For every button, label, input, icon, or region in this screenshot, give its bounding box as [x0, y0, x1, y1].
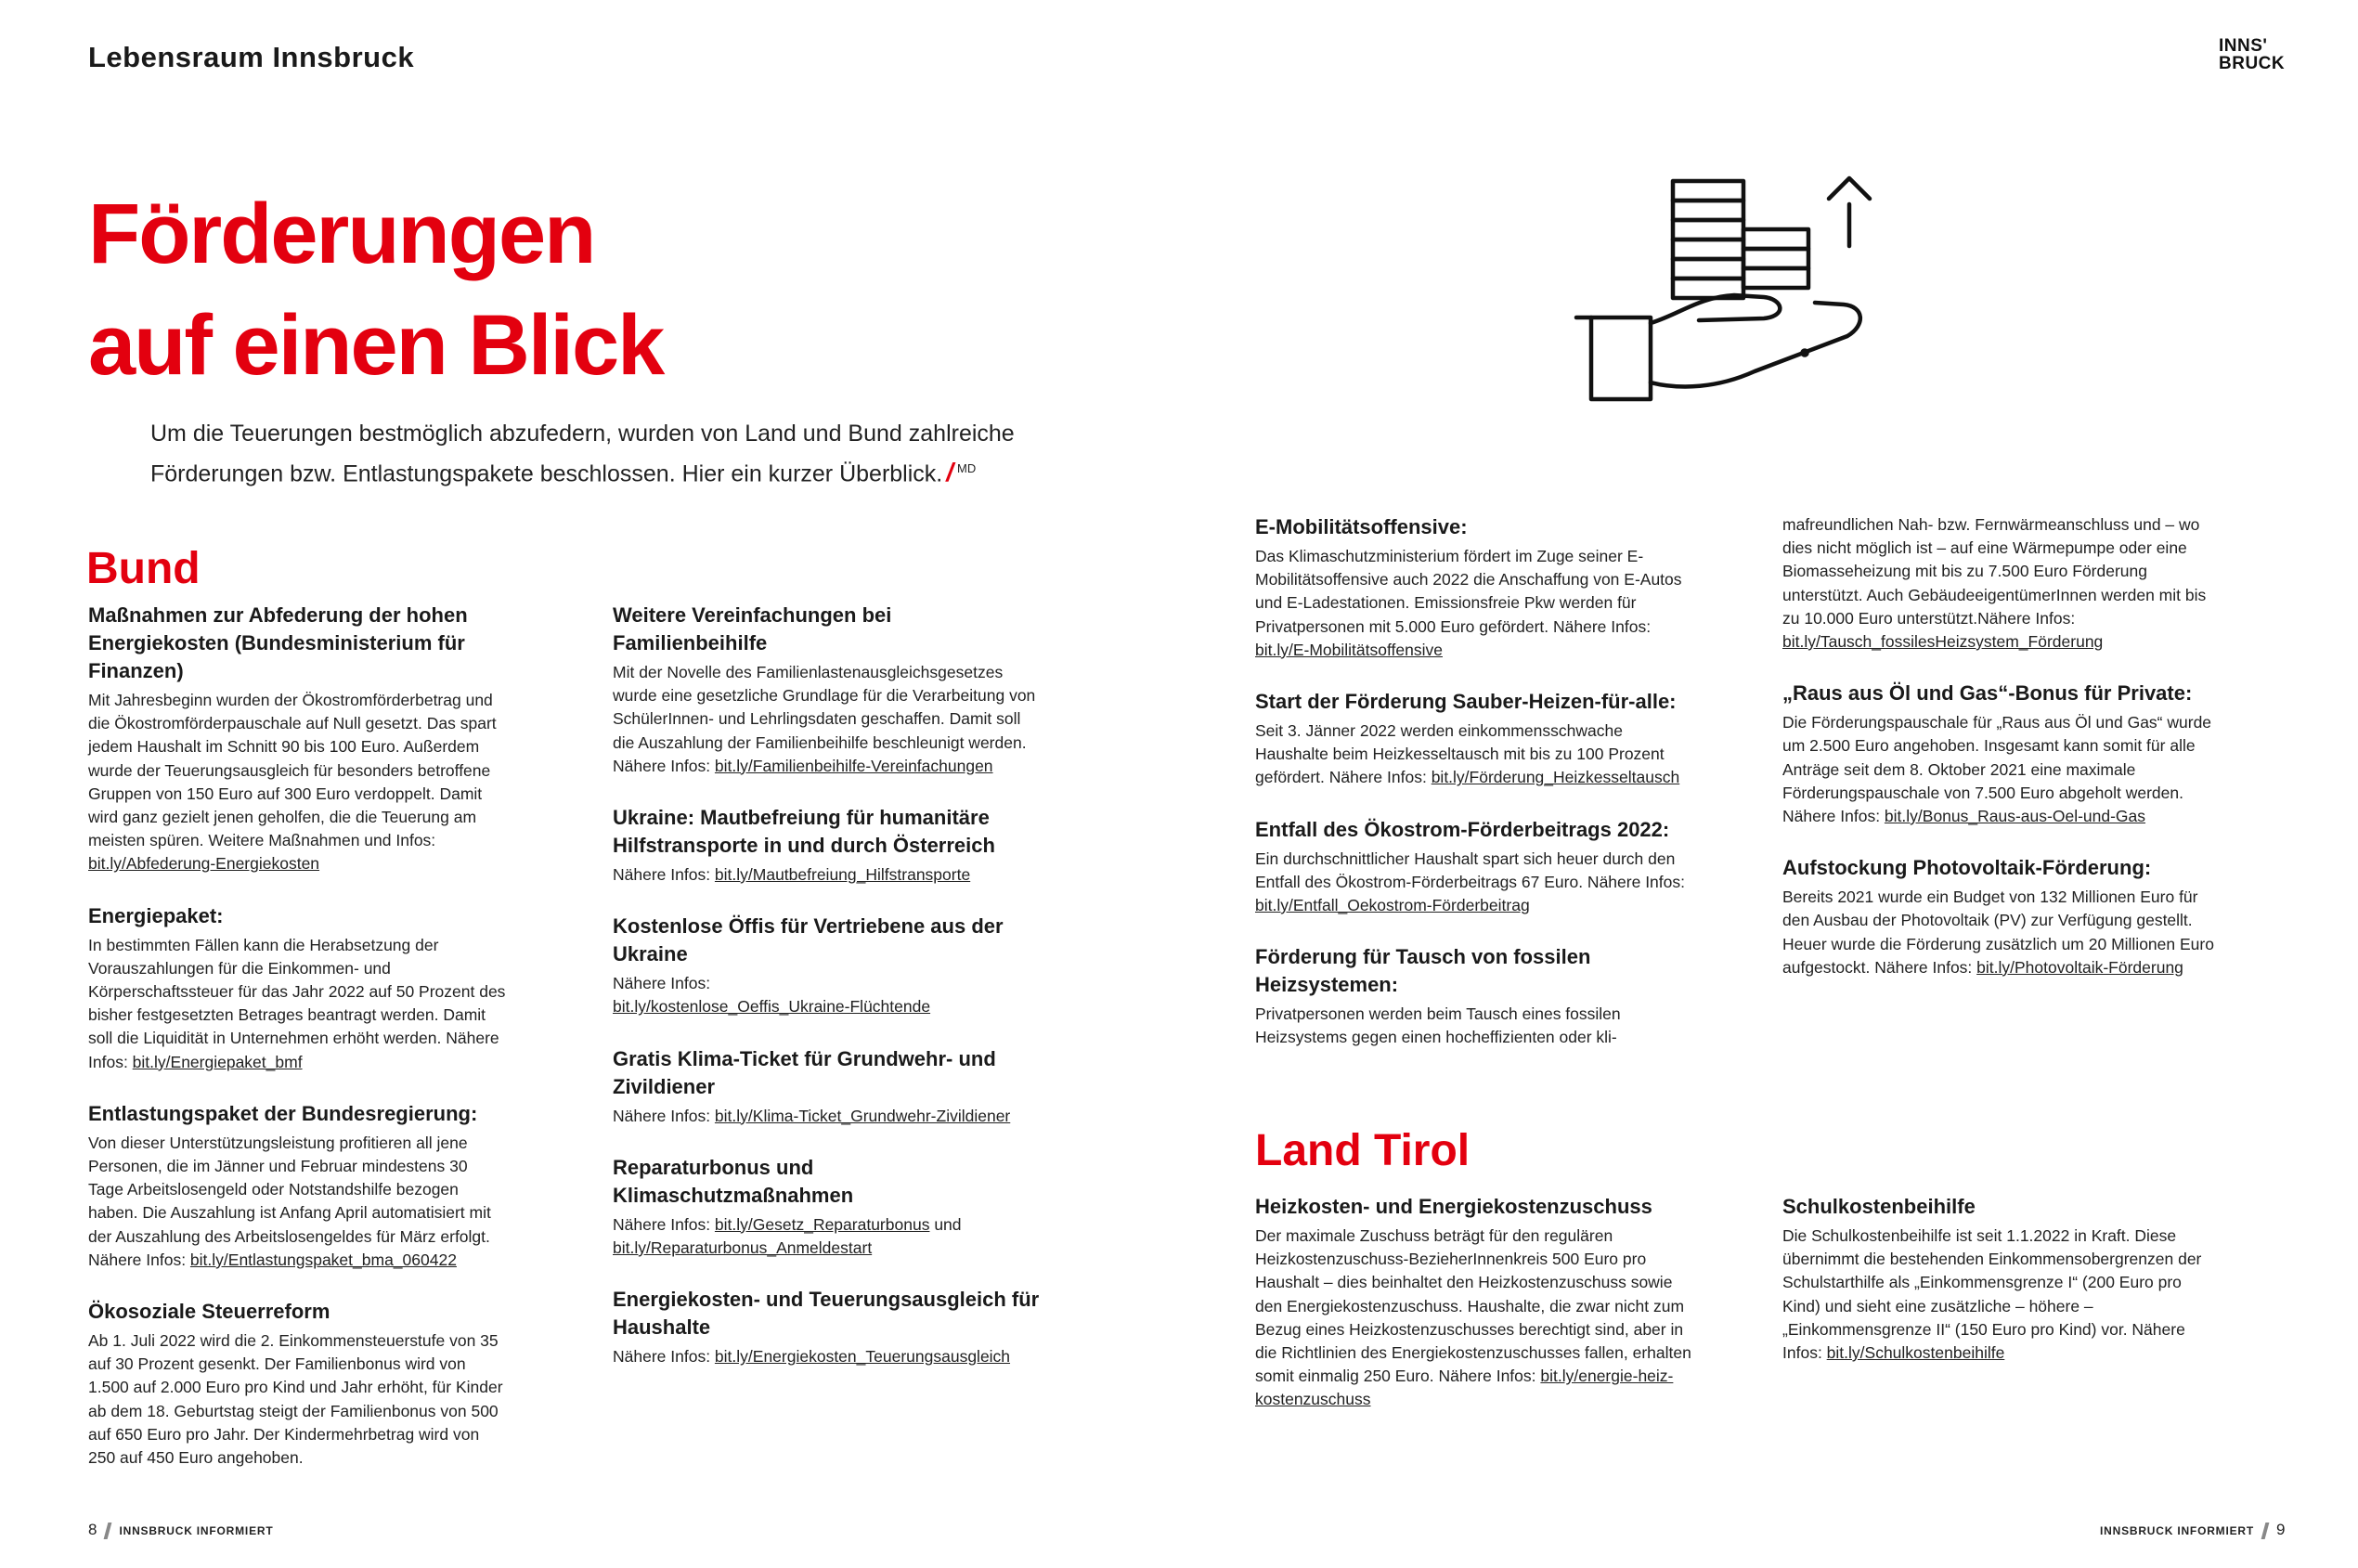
- page-title: Förderungen auf einen Blick: [88, 187, 664, 393]
- article-energiepaket: Energiepaket: In bestimmten Fällen kann die Herabsetzung der Vorauszahlungen für die Einkommen- und Körperschaftssteuer für das Jahr 2022 auf 50 Prozent des bisher festgesetzten Betrages beantragt werden. Damit soll die Liquidität in Unternehmen erhöht werden. Nähere Infos: bit.ly/Energiepaket_bmf: [88, 903, 506, 1071]
- link-mautbefreiung[interactable]: bit.ly/Mautbefreiung_Hilfstransporte: [714, 865, 971, 885]
- link-photovoltaik[interactable]: bit.ly/Photovoltaik-Förderung: [1976, 957, 2183, 977]
- link-schulkostenbeihilfe[interactable]: bit.ly/Schulkostenbeihilfe: [1826, 1343, 2005, 1363]
- link-reparaturbonus-gesetz[interactable]: bit.ly/Gesetz_Reparaturbonus: [714, 1214, 930, 1234]
- article-schulkostenbeihilfe: Schulkostenbeihilfe Die Schulkostenbeihilfe ist seit 1.1.2022 in Kraft. Diese übernimmt die bestehenden Einkommensobergrenzen der Schulstarthilfe als „Einkommensgrenze I“ (200 Euro pro Kind) und sieht eine zusätzliche – höhere – „Einkommensgrenze II“ (150 Euro pro Kind) vor. Nähere Infos: bit.ly/Schulkostenbeihilfe: [1782, 1195, 2202, 1363]
- article-fossile-heizsysteme: Förderung für Tausch von fossilen Heizsystemen: Privatpersonen werden beim Tausch eines fossilen Heizsystems gegen einen hocheffizienten oder kli-: [1255, 945, 1621, 1047]
- footer-slash: [2261, 1523, 2270, 1539]
- article-oeffis-ukraine: Kostenlose Öffis für Vertriebene aus der Ukraine Nähere Infos: bit.ly/kostenlose_Oeffis_Ukraine-Flüchtende: [613, 914, 1004, 1017]
- link-reparaturbonus-anmeldung[interactable]: bit.ly/Reparaturbonus_Anmeldestart: [613, 1238, 873, 1258]
- link-tausch-heizsystem[interactable]: bit.ly/Tausch_fossilesHeizsystem_Förderung: [1782, 632, 2104, 652]
- article-mautbefreiung: Ukraine: Mautbefreiung für humanitäre Hilfstransporte in und durch Österreich Nähere Infos: bit.ly/Mautbefreiung_Hilfstransporte: [613, 806, 995, 885]
- bund-column-1: [88, 602, 506, 1496]
- tirol-column-2: [1782, 1193, 2219, 1391]
- link-teuerungsausgleich[interactable]: bit.ly/Energiekosten_Teuerungsausgleich: [714, 1347, 1011, 1367]
- link-abfederung[interactable]: bit.ly/Abfederung-Energiekosten: [88, 854, 320, 874]
- link-klima-ticket[interactable]: bit.ly/Klima-Ticket_Grundwehr-Zivildiener: [714, 1106, 1011, 1125]
- section-tag: Lebensraum Innsbruck: [88, 41, 415, 73]
- bund-heading: Bund: [86, 544, 201, 593]
- article-fossile-heizsysteme-cont: mafreundlichen Nah- bzw. Fernwärmeanschluss und – wo dies nicht möglich ist – auf eine Wärmepumpe oder eine Biomasseheizung mit bis zu 7.500 Euro Förderung unterstützt. Auch GebäudeeigentümerInnen werden mit bis zu 10.000 Euro unterstützt.Nähere Infos: bit.ly/Tausch_fossilesHeizsystem_Förderung: [1782, 515, 2207, 652]
- article-photovoltaik: Aufstockung Photovoltaik-Förderung: Bereits 2021 wurde ein Budget von 132 Millionen Euro für den Ausbau der Photovoltaik (PV) zur Verfügung gestellt. Heuer wurde die Förderung zusätzlich um 20 Millionen Euro aufgestockt. Nähere Infos: bit.ly/Photovoltaik-Förderung: [1782, 856, 2214, 977]
- link-familienbeihilfe[interactable]: bit.ly/Familienbeihilfe-Vereinfachungen: [714, 756, 993, 775]
- article-oekostrom-entfall: Entfall des Ökostrom-Förderbeitrags 2022: Ein durchschnittlicher Haushalt spart sich heuer durch den Entfall des Ökostrom-Förderbeitrags 67 Euro. Nähere Infos: bit.ly/Entfall_Oekostrom-Förderbeitrag: [1255, 817, 1685, 915]
- article-raus-aus-oel: „Raus aus Öl und Gas“-Bonus für Private: Die Förderungspauschale für „Raus aus Öl und Gas“ wurde um 2.500 Euro angehoben. Insgesamt kann somit für alle Anträge seit dem 8. Oktober 2021 eine maximale Förderungspauschale von 7.500 Euro abgeholt werden. Nähere Infos: bit.ly/Bonus_Raus-aus-Oel-und-Gas: [1782, 681, 2212, 826]
- intro-text: Um die Teuerungen bestmöglich abzufedern, wurden von Land und Bund zahlreiche Förderungen bzw. Entlastungspakete beschlossen. Hier ein kurzer Überblick. / $^{MD}$: [150, 421, 1015, 487]
- article-reparaturbonus: Reparaturbonus und Klimaschutzmaßnahmen Nähere Infos: bit.ly/Gesetz_Reparaturbonus und bit.ly/Reparaturbonus_Anmeldestart: [613, 1155, 962, 1258]
- article-heizkostenzuschuss: Heizkosten- und Energiekostenzuschuss Der maximale Zuschuss beträgt für den regulären Heizkostenzuschuss-BezieherInnenkreis 500 Euro pro Haushalt – dies beinhaltet den Heizkostenzuschuss sowie den Energiekostenzuschuss. Haushalte, die zwar nicht zum Bezug eines Heizkostenzuschusses berechtigt sind, aber in die Richtlinien des Energiekostenzuschusses fallen, erhalten somit einmalig 250 Euro. Nähere Infos: bit.ly/energie-heiz-kostenzuschuss: [1255, 1195, 1691, 1409]
- link-energiepaket[interactable]: bit.ly/Energiepaket_bmf: [132, 1052, 303, 1071]
- article-entlastungspaket: Entlastungspaket der Bundesregierung: Von dieser Unterstützungsleistung profitieren all jene Personen, die im Jänner und Februar mindestens 30 Tage Arbeitslosengeld oder Notstandshilfe bezogen haben. Die Auszahlung ist Anfang April automatisiert mit der Auszahlung des Arbeitslosengeldes für März erfolgt. Nähere Infos: bit.ly/Entlastungspaket_bma_060422: [88, 1101, 491, 1269]
- author-initials: MD: [957, 461, 977, 475]
- innsbruck-logo: INNS' BRUCK: [2219, 36, 2286, 73]
- article-familienbeihilfe: Weitere Vereinfachungen bei Familienbeihilfe Mit der Novelle des Familienlastenausgleichsgesetzes wurde eine gesetzliche Grundlage für die Verarbeitung von SchülerInnen- und Lehrlingsdaten geschaffen. Damit soll die Auszahlung der Familienbeihilfe beschleunigt werden. Nähere Infos: bit.ly/Familienbeihilfe-Vereinfachungen: [613, 603, 1036, 775]
- footer-slash: [104, 1523, 112, 1539]
- coins-on-hand-growth-icon: [1569, 167, 1903, 408]
- link-raus-aus-oel[interactable]: bit.ly/Bonus_Raus-aus-Oel-und-Gas: [1884, 807, 2146, 826]
- tirol-heading: Land Tirol: [1255, 1126, 1471, 1175]
- footer-left: [88, 1521, 273, 1539]
- slash-mark: /: [946, 458, 954, 487]
- article-e-mobilitaet: E-Mobilitätsoffensive: Das Klimaschutzministerium fördert im Zuge seiner E-Mobilitätsoffensive auch 2022 die Anschaffung von E-Autos und E-Ladestationen. Emissionsfreie Pkw werden für Privatpersonen mit 5.000 Euro gefördert. Nähere Infos: bit.ly/E-Mobilitätsoffensive: [1255, 515, 1682, 659]
- link-heizkostenzuschuss[interactable]: bit.ly/energie-heiz-kostenzuschuss: [1255, 1367, 1674, 1409]
- link-e-mobilitaet[interactable]: bit.ly/E-Mobilitätsoffensive: [1255, 640, 1443, 659]
- link-oekostrom-entfall[interactable]: bit.ly/Entfall_Oekostrom-Förderbeitrag: [1255, 896, 1530, 915]
- page-number-right: 9: [2276, 1521, 2286, 1538]
- bund-column-3: [1255, 513, 1696, 1076]
- footer-label-right: INNSBRUCK INFORMIERT: [2100, 1524, 2254, 1537]
- footer-label-left: INNSBRUCK INFORMIERT: [119, 1524, 274, 1537]
- page-number-left: 8: [88, 1521, 97, 1538]
- link-heizkesseltausch[interactable]: bit.ly/Förderung_Heizkesseltausch: [1431, 768, 1680, 787]
- bund-column-4: [1782, 513, 2219, 1005]
- article-klima-ticket: Gratis Klima-Ticket für Grundwehr- und Zivildiener Nähere Infos: bit.ly/Klima-Ticket_Grundwehr-Zivildiener: [613, 1046, 1011, 1125]
- article-steuerreform: Ökosoziale Steuerreform Ab 1. Juli 2022 wird die 2. Einkommensteuerstufe von 35 auf 30 Prozent gesenkt. Der Familienbonus wird von 1.500 auf 2.000 Euro pro Kind und Jahr erhöht, für Kinder ab dem 18. Geburtstag steigt der Familienbonus von 500 auf 650 Euro pro Jahr. Der Kindermehrbetrag wird von 250 auf 450 Euro angehoben.: [88, 1300, 503, 1468]
- bund-column-2: [613, 602, 1040, 1394]
- link-entlastungspaket[interactable]: bit.ly/Entlastungspaket_bma_060422: [189, 1250, 457, 1269]
- link-oeffis[interactable]: bit.ly/kostenlose_Oeffis_Ukraine-Flüchtende: [613, 997, 931, 1017]
- footer-right: [2100, 1521, 2285, 1539]
- article-teuerungsausgleich: Energiekosten- und Teuerungsausgleich für Haushalte Nähere Infos: bit.ly/Energiekosten_Teuerungsausgleich: [613, 1288, 1040, 1367]
- tirol-column-1: [1255, 1193, 1696, 1438]
- article-sauber-heizen: Start der Förderung Sauber-Heizen-für-alle: Seit 3. Jänner 2022 werden einkommensschwache Haushalte beim Heizkesseltausch mit bis zu 100 Prozent gefördert. Nähere Infos: bit.ly/Förderung_Heizkesseltausch: [1255, 690, 1680, 787]
- article-energiekosten: Maßnahmen zur Abfederung der hohen Energiekosten (Bundesministerium für Finanzen) Mit Jahresbeginn wurden der Ökostromförderbetrag und die Ökostromförderpauschale auf Null gesetzt. Das spart jedem Haushalt im Schnitt 90 bis 100 Euro. Außerdem wurde der Teuerungsausgleich für besonders betroffene Gruppen von 150 Euro auf 300 Euro verdoppelt. Damit wird ganz gezielt jenen geholfen, die die Teuerung am meisten spüren. Weitere Maßnahmen und Infos: bit.ly/Abfederung-Energiekosten: [88, 603, 497, 874]
